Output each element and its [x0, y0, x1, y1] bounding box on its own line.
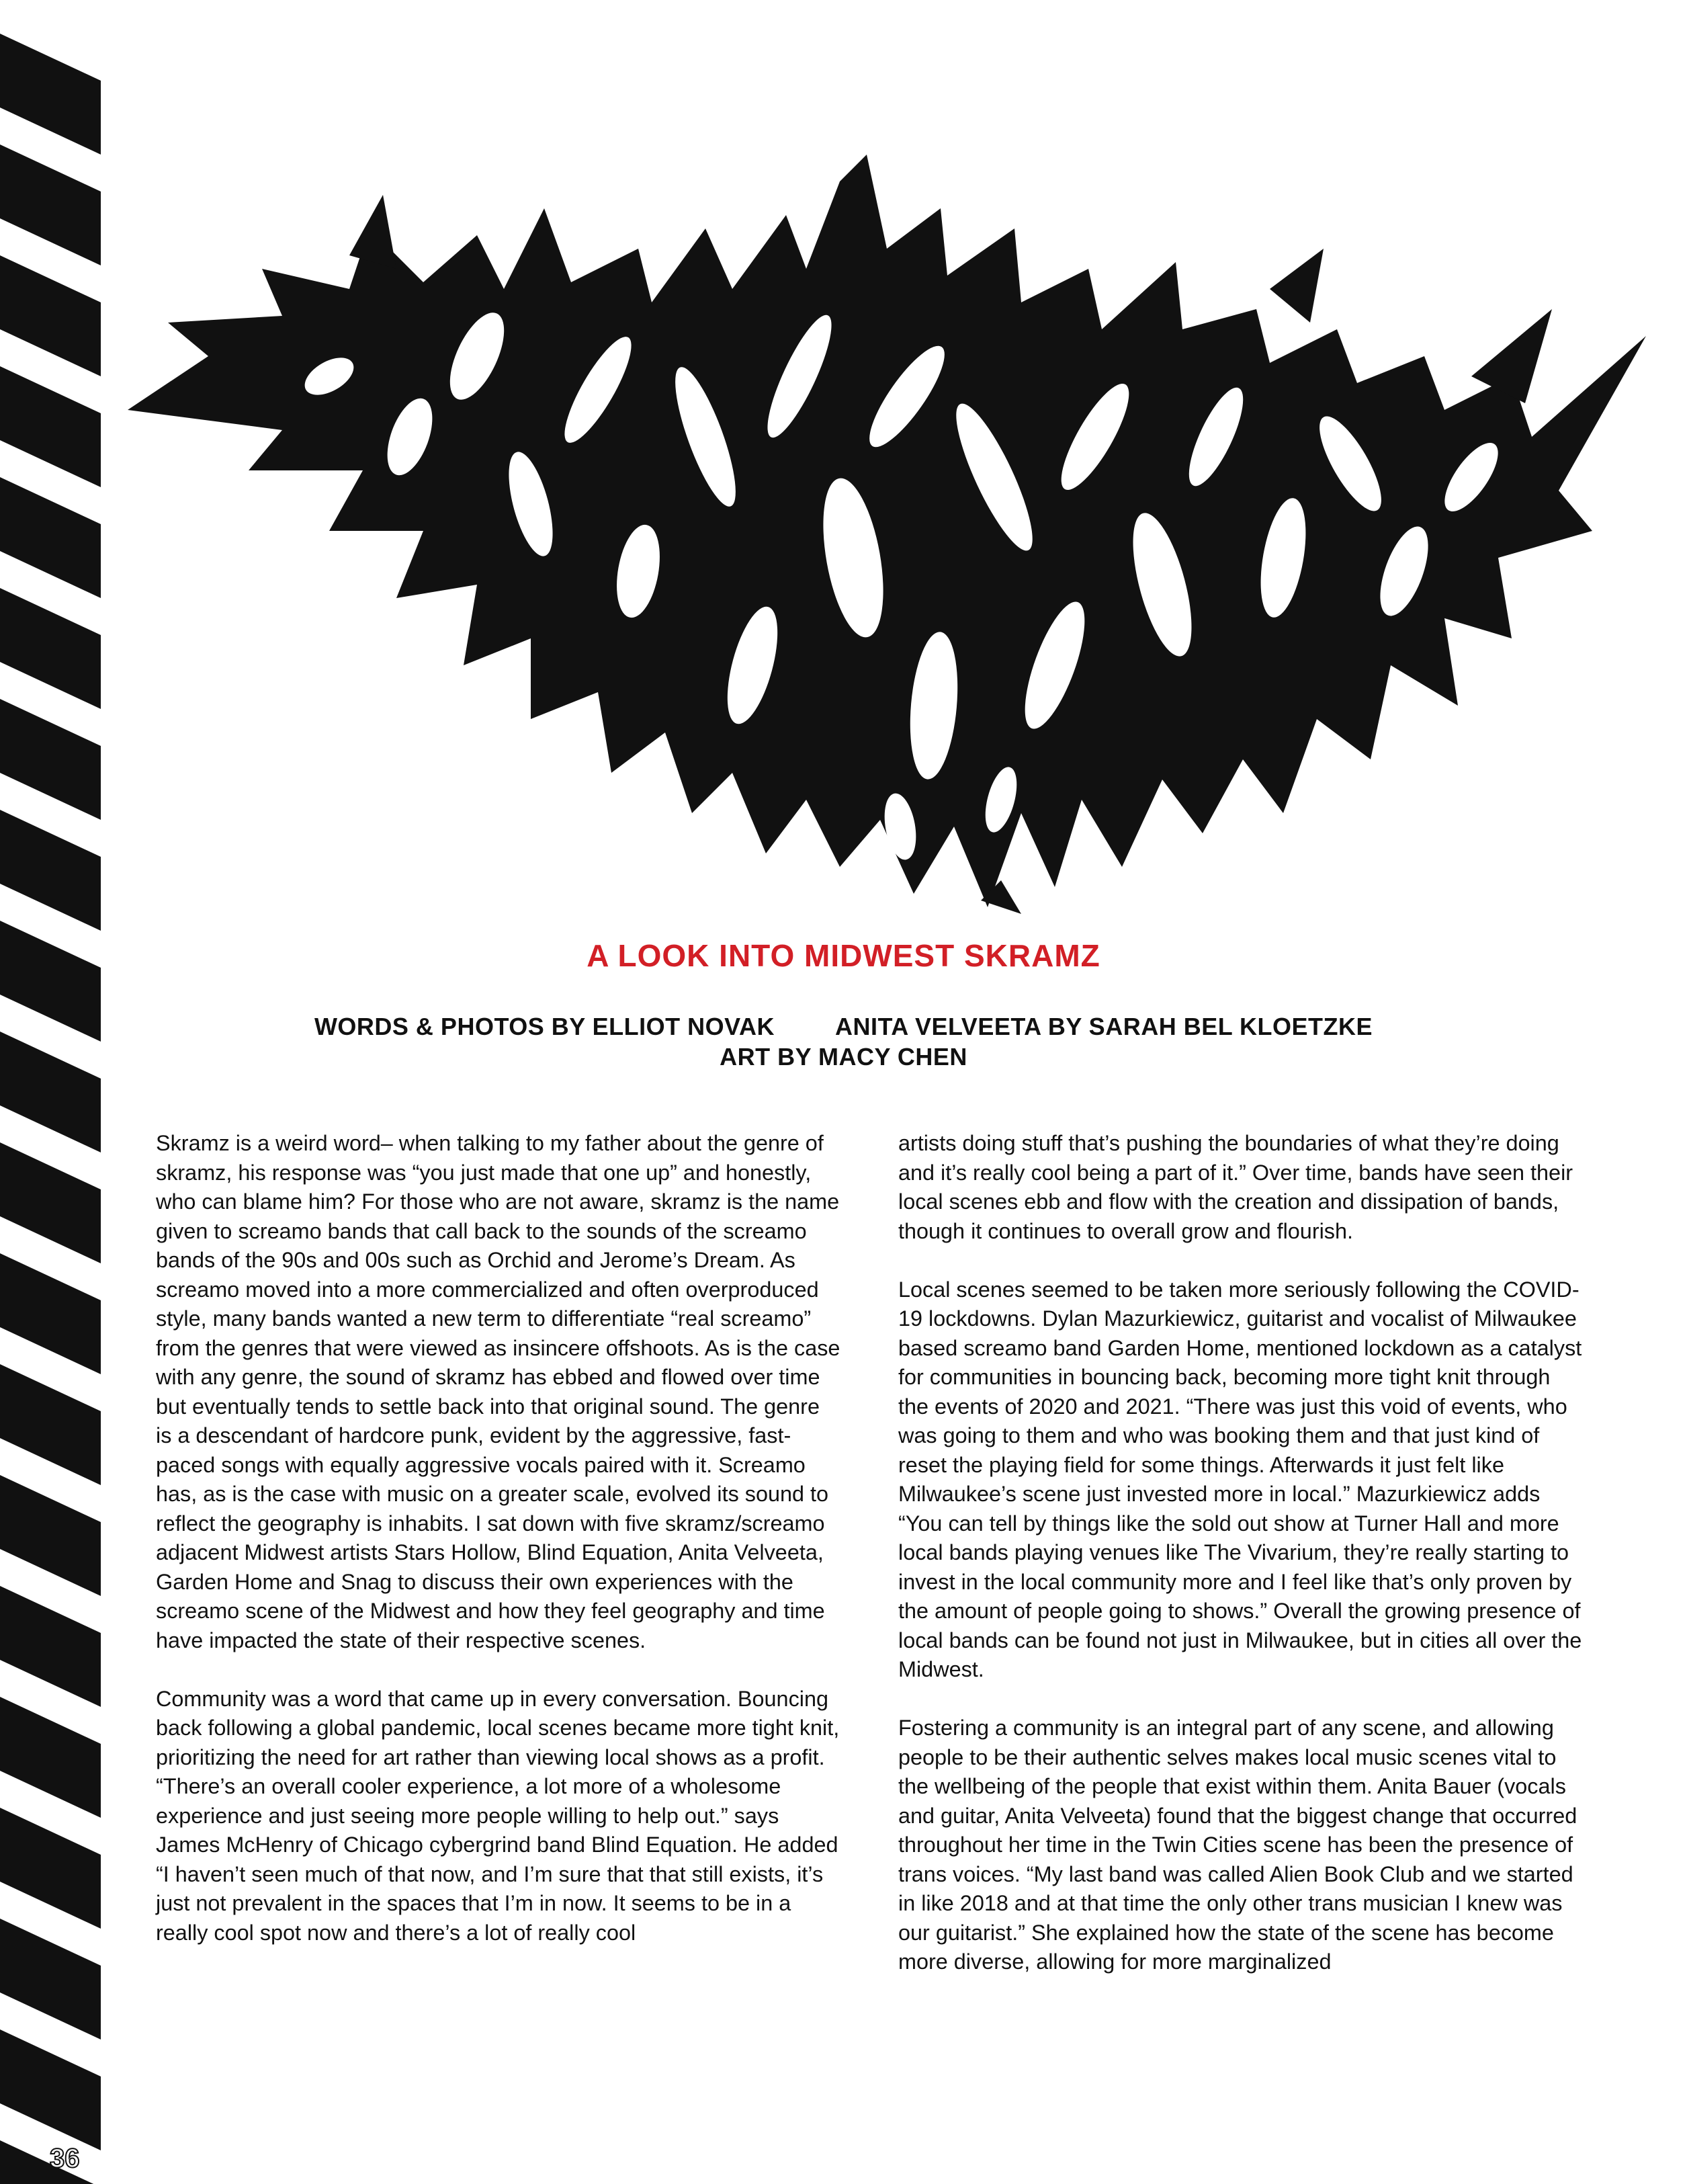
stripe	[0, 1253, 101, 1374]
credit-art: ART BY MACY CHEN	[720, 1043, 967, 1070]
article-paragraph: artists doing stuff that’s pushing the boundaries of what they’re doing and it’s really cool being a part of it.” Over time, bands have seen their local scenes ebb and flow with the creation and dissipation of bands, though it continues to overall grow and flourish.	[898, 1131, 1573, 1243]
article-column-right	[898, 1129, 1584, 2006]
stripe	[0, 1586, 101, 1707]
stripe	[0, 34, 101, 155]
page-number: 36	[50, 2144, 80, 2173]
article-subtitle: A LOOK INTO MIDWEST SKRAMZ	[587, 938, 1100, 973]
stripe	[0, 2029, 101, 2150]
credit-words-photos: WORDS & PHOTOS BY ELLIOT NOVAK	[314, 1013, 775, 1040]
article-column-left	[156, 1129, 841, 1977]
stripe	[0, 366, 101, 487]
stripe	[0, 699, 101, 820]
stripe	[0, 1697, 101, 1818]
band-logo-illustration	[128, 155, 1646, 914]
stripe	[0, 144, 101, 265]
stripe	[0, 477, 101, 598]
stripe	[0, 1475, 101, 1596]
diagonal-stripe-border	[0, 0, 107, 2184]
credit-anita-photo: ANITA VELVEETA BY SARAH BEL KLOETZKE	[834, 1013, 1373, 1040]
stripe	[0, 1919, 101, 2040]
article-paragraph: Local scenes seemed to be taken more seriously following the COVID-19 lockdowns. Dylan Mazurkiewicz, guitarist and vocalist of Milwaukee based screamo band Garden Home, mentioned lockdown as a catalyst for communities in bouncing back, becoming more tight knit through the events of 2020 and 2021. “There was just this void of events, who was going to them and who was booking them and that just kind of reset the playing field for some things. Afterwards it just felt like Milwaukee’s scene just invested more in local.” Mazurkiewicz adds “You can tell by things like the sold out show at Turner Hall and more local bands playing venues like The Vivarium, they’re really starting to invest in the local community more and I feel like that’s only proven by the amount of people going to shows.” Overall the growing presence of local bands can be found not just in Milwaukee, but in cities all over the Midwest.	[898, 1277, 1582, 1681]
article-paragraph: Community was a word that came up in every conversation. Bouncing back following a global pandemic, local scenes became more tight knit, prioritizing the need for art rather than viewing local shows as a profit. “There’s an overall cooler experience, a lot more of a wholesome experience and just seeing more people willing to help out.” says James McHenry of Chicago cybergrind band Blind Equation. He added “I haven’t seen much of that now, and I’m sure that that still exists, it’s just not prevalent in the spaces that I’m in now. It seems to be in a really cool spot now and there’s a lot of really cool	[156, 1686, 840, 1945]
stripe	[0, 588, 101, 709]
article-paragraph: Fostering a community is an integral part of any scene, and allowing people to be their authentic selves makes local music scenes vital to the wellbeing of the people that exist within them. Anita Bauer (vocals and guitar, Anita Velveeta) found that the biggest change that occurred throughout her time in the Twin Cities scene has been the presence of trans voices. “My last band was called Alien Book Club and we started in like 2018 and at that time the only other trans musician I knew was our guitarist.” She explained how the state of the scene has become more diverse, allowing for more marginalized	[898, 1716, 1577, 1974]
stripe	[0, 1364, 101, 1485]
stripe	[0, 1808, 101, 1929]
stripe	[0, 810, 101, 931]
stripe	[0, 1142, 101, 1263]
credits-line-1	[0, 1011, 1687, 1042]
article-paragraph: Skramz is a weird word– when talking to my father about the genre of skramz, his response was “you just made that one up” and honestly, who can blame him? For those who are not aware, skramz is the name given to screamo bands that call back to the sounds of the screamo bands of the 90s and 00s such as Orchid and Jerome’s Dream. As screamo moved into a more commercialized and often overproduced style, many bands wanted a new term to differentiate “real screamo” from the genres that were viewed as insincere offshoots. As is the case with any genre, the sound of skramz has ebbed and flowed over time but eventually tends to settle back into that original sound. The genre is a descendant of hardcore punk, evident by the aggressive, fast-paced songs with equally aggressive vocals paired with it. Screamo has, as is the case with music on a greater scale, evolved its sound to reflect the geography is inhabits. I sat down with five skramz/screamo adjacent Midwest artists Stars Hollow, Blind Equation, Anita Velveeta, Garden Home and Snag to discuss their own experiences with the screamo scene of the Midwest and how they feel geography and time have impacted the state of their respective scenes.	[156, 1131, 840, 1652]
article-credits	[0, 1011, 1687, 1072]
stripe	[0, 255, 101, 376]
